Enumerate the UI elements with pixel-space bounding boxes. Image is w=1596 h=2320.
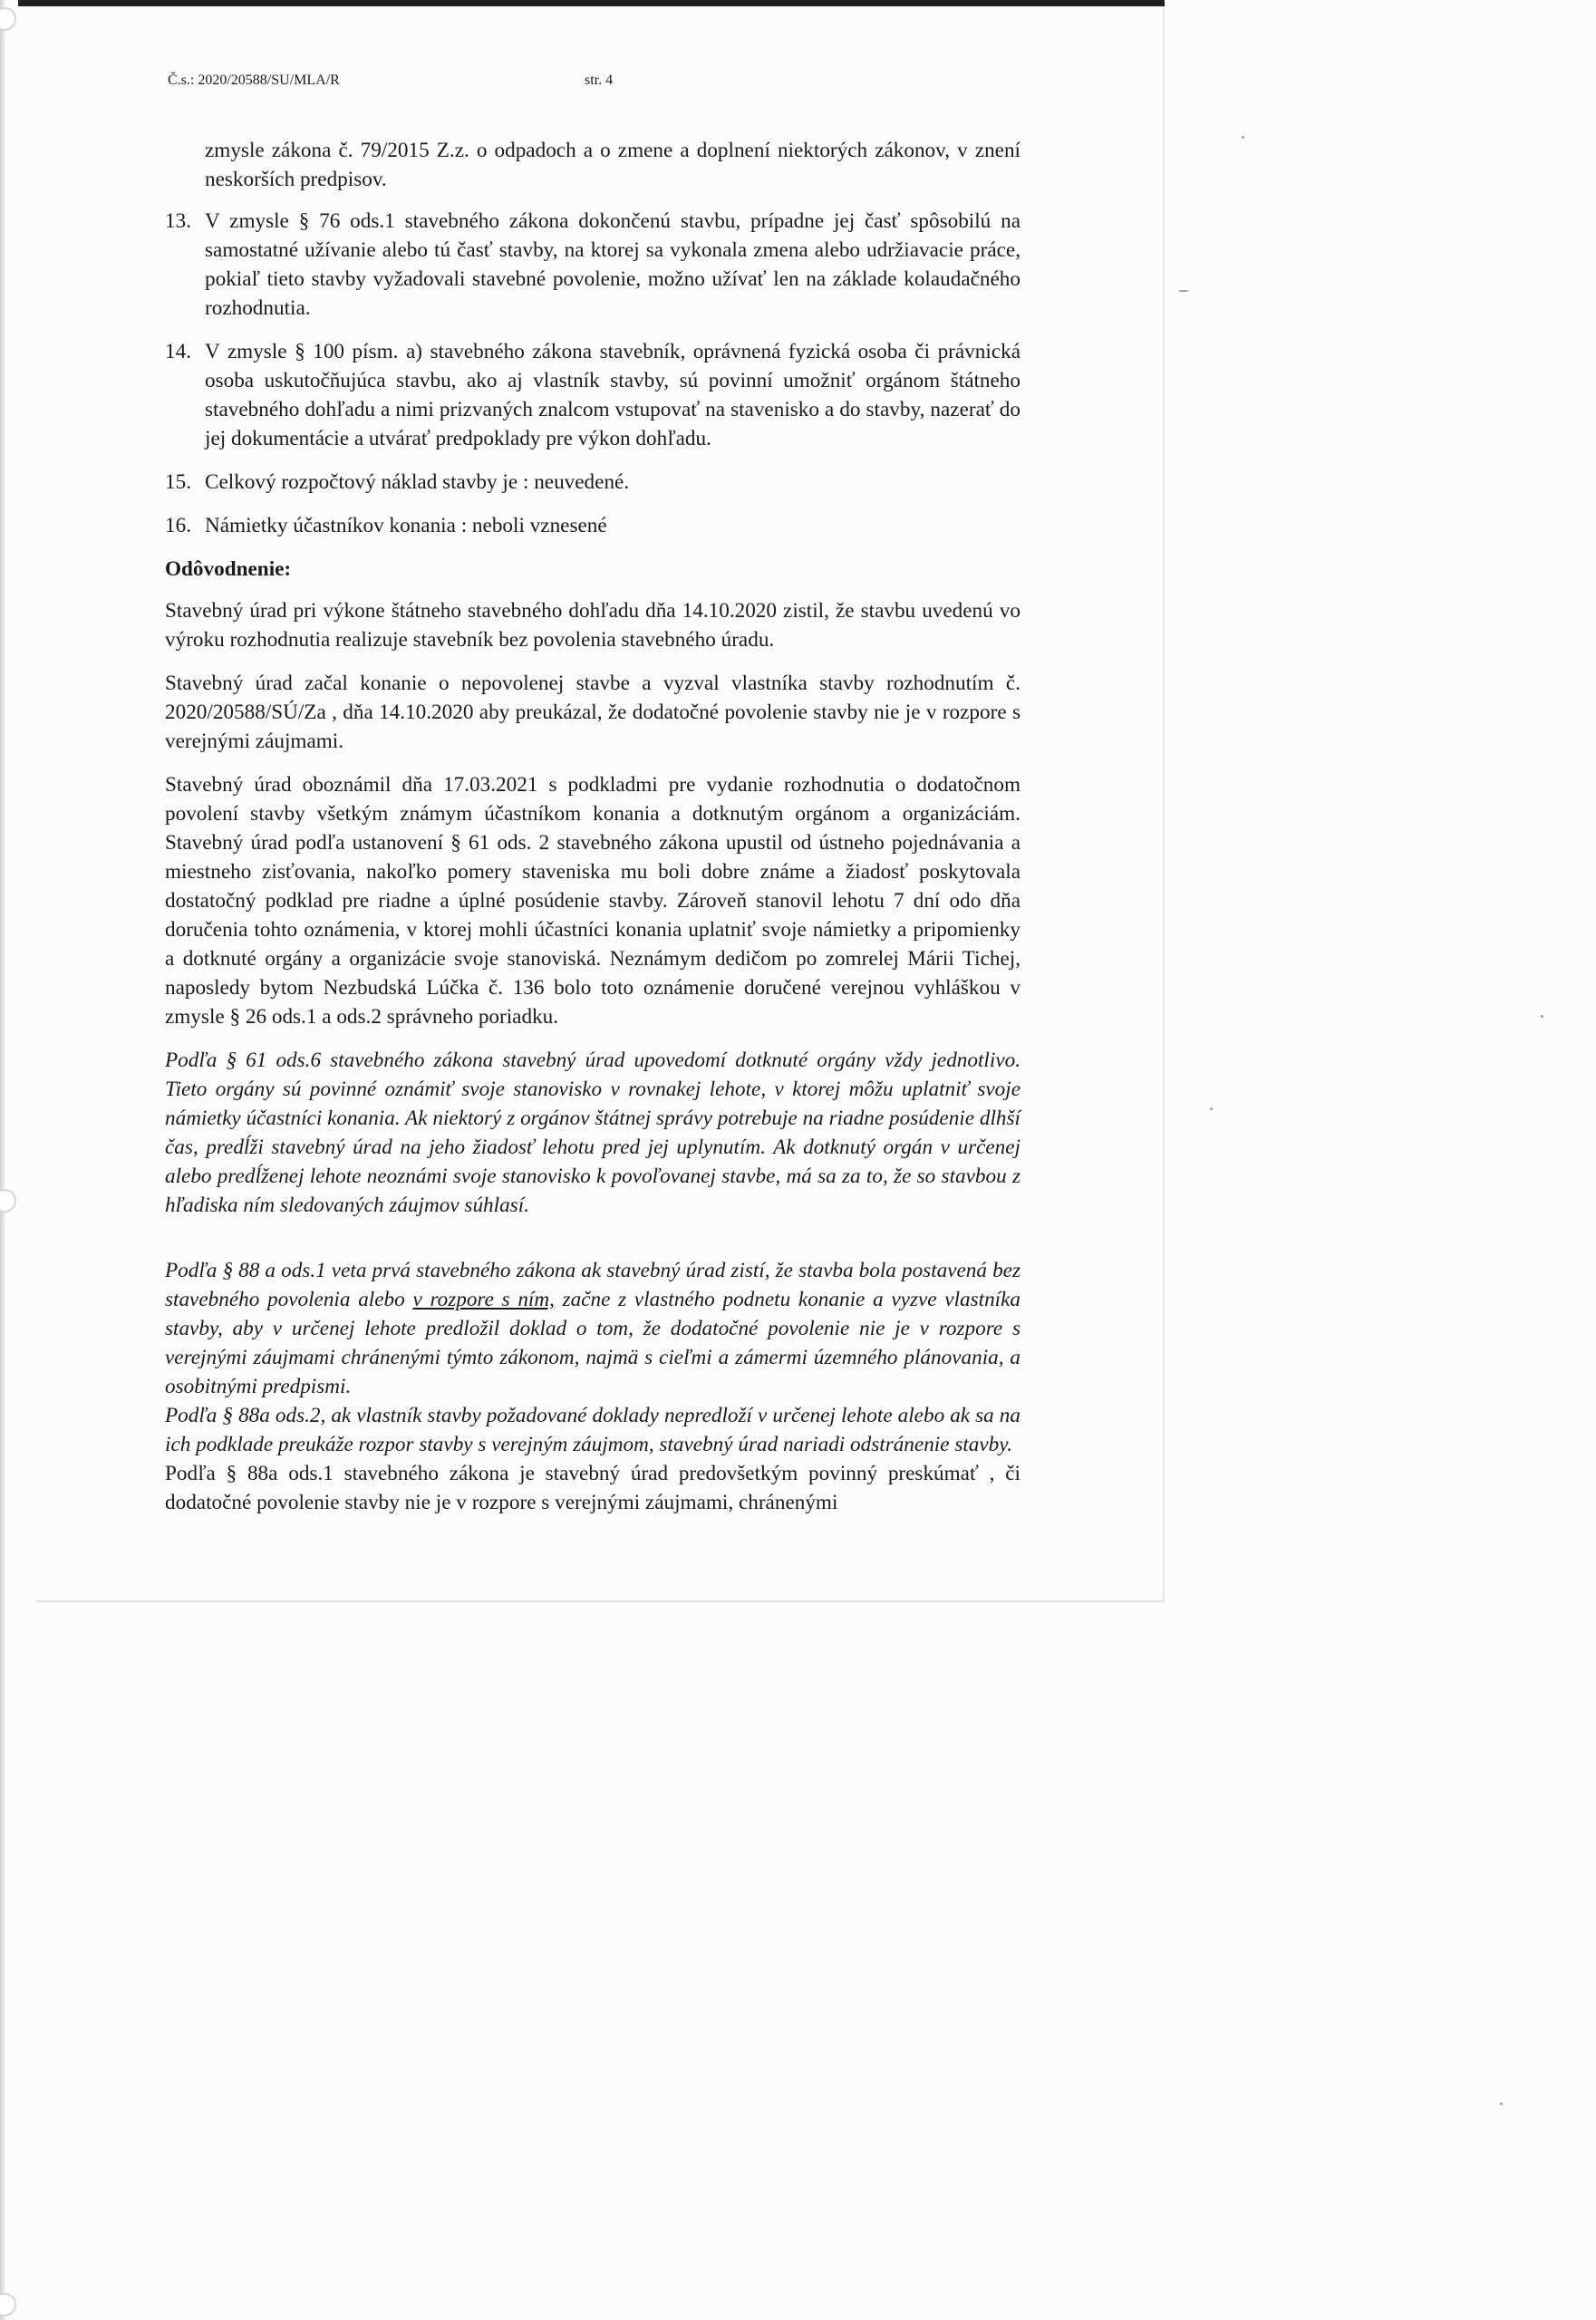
scan-speck xyxy=(1242,136,1244,139)
scanner-left-edge xyxy=(0,0,5,2320)
scan-speck xyxy=(1210,1107,1213,1110)
paragraph-italic-61: Podľa § 61 ods.6 stavebného zákona stavebný úrad upovedomí dotknuté orgány vždy jednotlivo. Tieto orgány sú povinné oznámiť svoje stanovisko v rovnakej lehote, v ktorej môžu uplatniť svoje námietky účastníci konania. Ak niektorý z orgánov štátnej správy potrebuje na riadne posúdenie dlhší čas, predĺži stavebný úrad na jeho žiadosť lehotu pred jej uplynutím. Ak dotknutý orgán v určenej alebo predĺženej lehote neoznámi svoje stanovisko k povoľovanej stavbe, má sa za to, že so stavbou z hľadiska ním sledovaných záujmov súhlasí. xyxy=(165,1049,1020,1217)
scan-speck xyxy=(1541,1015,1543,1018)
underlined-text: v rozpore s ním, xyxy=(412,1288,555,1311)
item-number: 13. xyxy=(165,209,191,233)
page-right-edge xyxy=(1163,7,1165,1602)
list-item xyxy=(165,511,1020,540)
paragraph: Stavebný úrad oboznámil dňa 17.03.2021 s podkladmi pre vydanie rozhodnutia o dodatočnom povolení stavby všetkým známym účastníkom konania a dotknutým orgánom a organizáciám. Stavebný úrad podľa ustanovení § 61 ods. 2 stavebného zákona upustil od ústneho pojednávania a miestneho zisťovania, nakoľko pomery staveniska mu boli dobre známe a žiadosť poskytovala dostatočný podklad pre riadne a úplné posúdenie stavby. Zároveň stanovil lehotu 7 dní odo dňa doručenia tohto oznámenia, v ktorej mohli účastníci konania uplatniť svoje námietky a pripomienky a dotknuté orgány a organizácie svoje stanoviská. Neznámym dedičom po zomrelej Márii Tichej, naposledy bytom Nezbudská Lúčka č. 136 bolo toto oznámenie doručené verejnou vyhláškou v zmysle § 26 ods.1 a ods.2 správneho poriadku. xyxy=(165,773,1020,1029)
list-item xyxy=(165,207,1020,323)
scanner-top-edge xyxy=(18,0,1165,6)
item-text: Námietky účastníkov konania : neboli vznesené xyxy=(205,514,607,537)
punch-hole-top xyxy=(0,7,16,31)
list-item xyxy=(165,468,1020,497)
punch-hole-bottom xyxy=(0,2293,16,2316)
scan-speck xyxy=(1500,2102,1503,2105)
text-segment: začne z vlastného podnetu konanie a vyzve vlastníka stavby, aby v určenej lehote predložil doklad o tom, že dodatočné povolenie nie je v rozpore s verejnými záujmami chránenými týmto zákonom, najmä s cieľmi a zámermi územného plánovania, a osobitnými predpismi. xyxy=(165,1288,1020,1398)
page-number: str. 4 xyxy=(585,72,614,88)
document-body xyxy=(165,136,1020,1532)
paragraph-italic-88 xyxy=(165,1256,1020,1401)
paragraph: Stavebný úrad začal konanie o nepovolenej stavbe a vyzval vlastníka stavby rozhodnutím č. 2020/20588/SÚ/Za , dňa 14.10.2020 aby preukázal, že dodatočné povolenie stavby nie je v rozpore s verejnými záujmami. xyxy=(165,672,1020,753)
case-number: Č.s.: 2020/20588/SU/MLA/R xyxy=(168,72,340,88)
item-text: V zmysle § 100 písm. a) stavebného zákona stavebník, oprávnená fyzická osoba či právnická osoba uskutočňujúca stavbu, ako aj vlastník stavby, sú povinní umožniť orgánom štátneho stavebného dohľadu a nimi prizvaných znalcom vstupovať na stavenisko a do stavby, nazerať do jej dokumentácie a utvárať predpoklady pre výkon dohľadu. xyxy=(205,340,1020,450)
punch-hole-middle xyxy=(0,1189,16,1213)
item-number: 14. xyxy=(165,340,191,363)
paragraph-final: Podľa § 88a ods.1 stavebného zákona je stavebný úrad predovšetkým povinný preskúmať , či dodatočné povolenie stavby nie je v rozpore s verejnými záujmami, chránenými xyxy=(165,1462,1020,1514)
list-item xyxy=(165,337,1020,453)
item-text: V zmysle § 76 ods.1 stavebného zákona dokončenú stavbu, prípadne jej časť spôsobilú na samostatné užívanie alebo tú časť stavby, na ktorej sa vykonala zmena alebo udržiavacie práce, pokiaľ tieto stavby vyžadovali stavebné povolenie, možno užívať len na základe kolaudačného rozhodnutia. xyxy=(205,209,1020,320)
page-bottom-edge xyxy=(36,1600,1165,1602)
item-12-continuation: zmysle zákona č. 79/2015 Z.z. o odpadoch a o zmene a doplnení niektorých zákonov, v znení neskorších predpisov. xyxy=(205,139,1020,191)
scan-speck xyxy=(1178,290,1189,292)
paragraph: Stavebný úrad pri výkone štátneho stavebného dohľadu dňa 14.10.2020 zistil, že stavbu uvedenú vo výroku rozhodnutia realizuje stavebník bez povolenia stavebného úradu. xyxy=(165,599,1020,652)
item-text: Celkový rozpočtový náklad stavby je : neuvedené. xyxy=(205,470,630,494)
item-number: 15. xyxy=(165,470,191,494)
paragraph-italic-88a2: Podľa § 88a ods.2, ak vlastník stavby požadované doklady nepredloží v určenej lehote alebo ak sa na ich podklade preukáže rozpor stavby s verejným záujmom, stavebný úrad nariadi odstránenie stavby. xyxy=(165,1404,1020,1456)
item-number: 16. xyxy=(165,514,191,537)
document-header xyxy=(168,72,983,94)
text-segment: Podľa § 88 a ods.1 veta prvá stavebného zákona ak stavebný úrad zistí, že stavba bola postavená bez stavebného povolenia alebo xyxy=(165,1259,1020,1311)
reasoning-heading: Odôvodnenie: xyxy=(165,557,292,581)
